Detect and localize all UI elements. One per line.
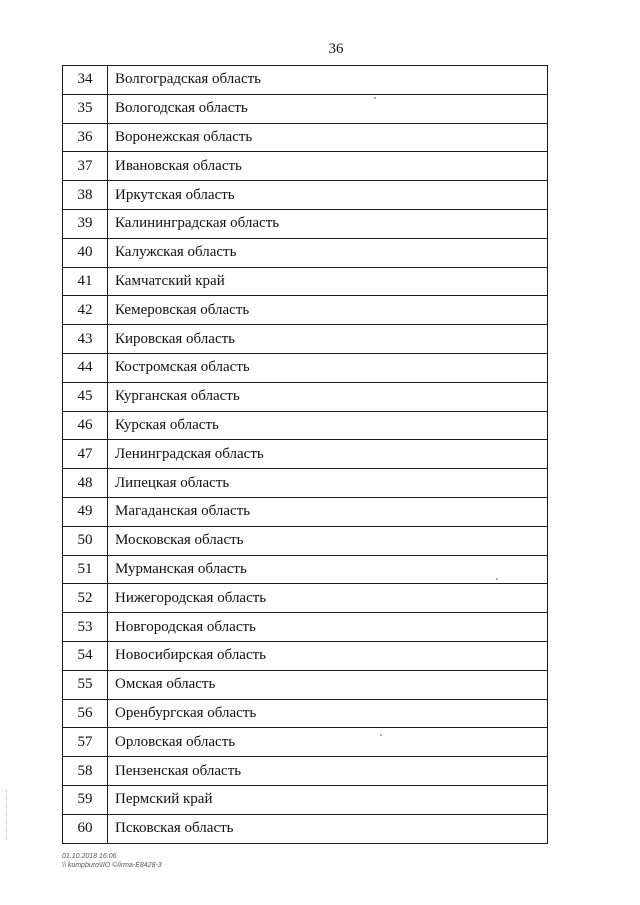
row-number: 53 [63, 613, 108, 642]
regions-table [62, 65, 548, 844]
regions-table-body [63, 66, 548, 844]
region-name: Новосибирская область [108, 641, 548, 670]
region-name: Калининградская область [108, 209, 548, 238]
region-name: Курганская область [108, 382, 548, 411]
region-name: Оренбургская область [108, 699, 548, 728]
table-row [63, 641, 548, 670]
row-number: 39 [63, 209, 108, 238]
row-number: 54 [63, 641, 108, 670]
table-row [63, 411, 548, 440]
row-number: 37 [63, 152, 108, 181]
table-row [63, 181, 548, 210]
region-name: Московская область [108, 526, 548, 555]
table-row [63, 814, 548, 843]
table-row [63, 209, 548, 238]
table-row [63, 785, 548, 814]
table-row [63, 699, 548, 728]
row-number: 46 [63, 411, 108, 440]
row-number: 36 [63, 123, 108, 152]
region-name: Магаданская область [108, 497, 548, 526]
region-name: Омская область [108, 670, 548, 699]
scan-speck [496, 578, 498, 580]
table-row [63, 584, 548, 613]
region-name: Курская область [108, 411, 548, 440]
table-row [63, 728, 548, 757]
row-number: 43 [63, 325, 108, 354]
row-number: 59 [63, 785, 108, 814]
footer-file-path: \\ kumpburo\IIO ©/irma-E8428-3 [62, 862, 162, 869]
table-row [63, 296, 548, 325]
row-number: 44 [63, 353, 108, 382]
row-number: 42 [63, 296, 108, 325]
row-number: 45 [63, 382, 108, 411]
region-name: Воронежская область [108, 123, 548, 152]
row-number: 35 [63, 94, 108, 123]
table-row [63, 325, 548, 354]
region-name: Новгородская область [108, 613, 548, 642]
row-number: 52 [63, 584, 108, 613]
region-name: Ленинградская область [108, 440, 548, 469]
region-name: Мурманская область [108, 555, 548, 584]
region-name: Нижегородская область [108, 584, 548, 613]
table-row [63, 440, 548, 469]
table-row [63, 123, 548, 152]
scan-margin-mark [6, 790, 8, 840]
table-row [63, 555, 548, 584]
row-number: 51 [63, 555, 108, 584]
row-number: 57 [63, 728, 108, 757]
row-number: 58 [63, 757, 108, 786]
table-row [63, 670, 548, 699]
region-name: Ивановская область [108, 152, 548, 181]
table-row [63, 382, 548, 411]
row-number: 40 [63, 238, 108, 267]
row-number: 60 [63, 814, 108, 843]
table-row [63, 353, 548, 382]
row-number: 55 [63, 670, 108, 699]
region-name: Кемеровская область [108, 296, 548, 325]
row-number: 56 [63, 699, 108, 728]
row-number: 50 [63, 526, 108, 555]
region-name: Вологодская область [108, 94, 548, 123]
row-number: 48 [63, 469, 108, 498]
row-number: 49 [63, 497, 108, 526]
region-name: Липецкая область [108, 469, 548, 498]
table-row [63, 526, 548, 555]
table-row [63, 152, 548, 181]
region-name: Калужская область [108, 238, 548, 267]
table-row [63, 497, 548, 526]
table-row [63, 94, 548, 123]
region-name: Кировская область [108, 325, 548, 354]
table-row [63, 613, 548, 642]
row-number: 41 [63, 267, 108, 296]
table-row [63, 757, 548, 786]
row-number: 34 [63, 66, 108, 95]
footer-timestamp: 01.10.2018 16:06 [62, 853, 117, 860]
table-row [63, 238, 548, 267]
table-row [63, 267, 548, 296]
region-name: Камчатский край [108, 267, 548, 296]
document-footer [62, 852, 162, 870]
scan-speck [380, 734, 382, 736]
scan-speck [374, 97, 376, 99]
region-name: Пензенская область [108, 757, 548, 786]
region-name: Костромская область [108, 353, 548, 382]
region-name: Иркутская область [108, 181, 548, 210]
region-name: Псковская область [108, 814, 548, 843]
table-row [63, 469, 548, 498]
row-number: 38 [63, 181, 108, 210]
table-row [63, 66, 548, 95]
row-number: 47 [63, 440, 108, 469]
region-name: Орловская область [108, 728, 548, 757]
region-name: Волгоградская область [108, 66, 548, 95]
page-number: 36 [328, 41, 344, 57]
region-name: Пермский край [108, 785, 548, 814]
